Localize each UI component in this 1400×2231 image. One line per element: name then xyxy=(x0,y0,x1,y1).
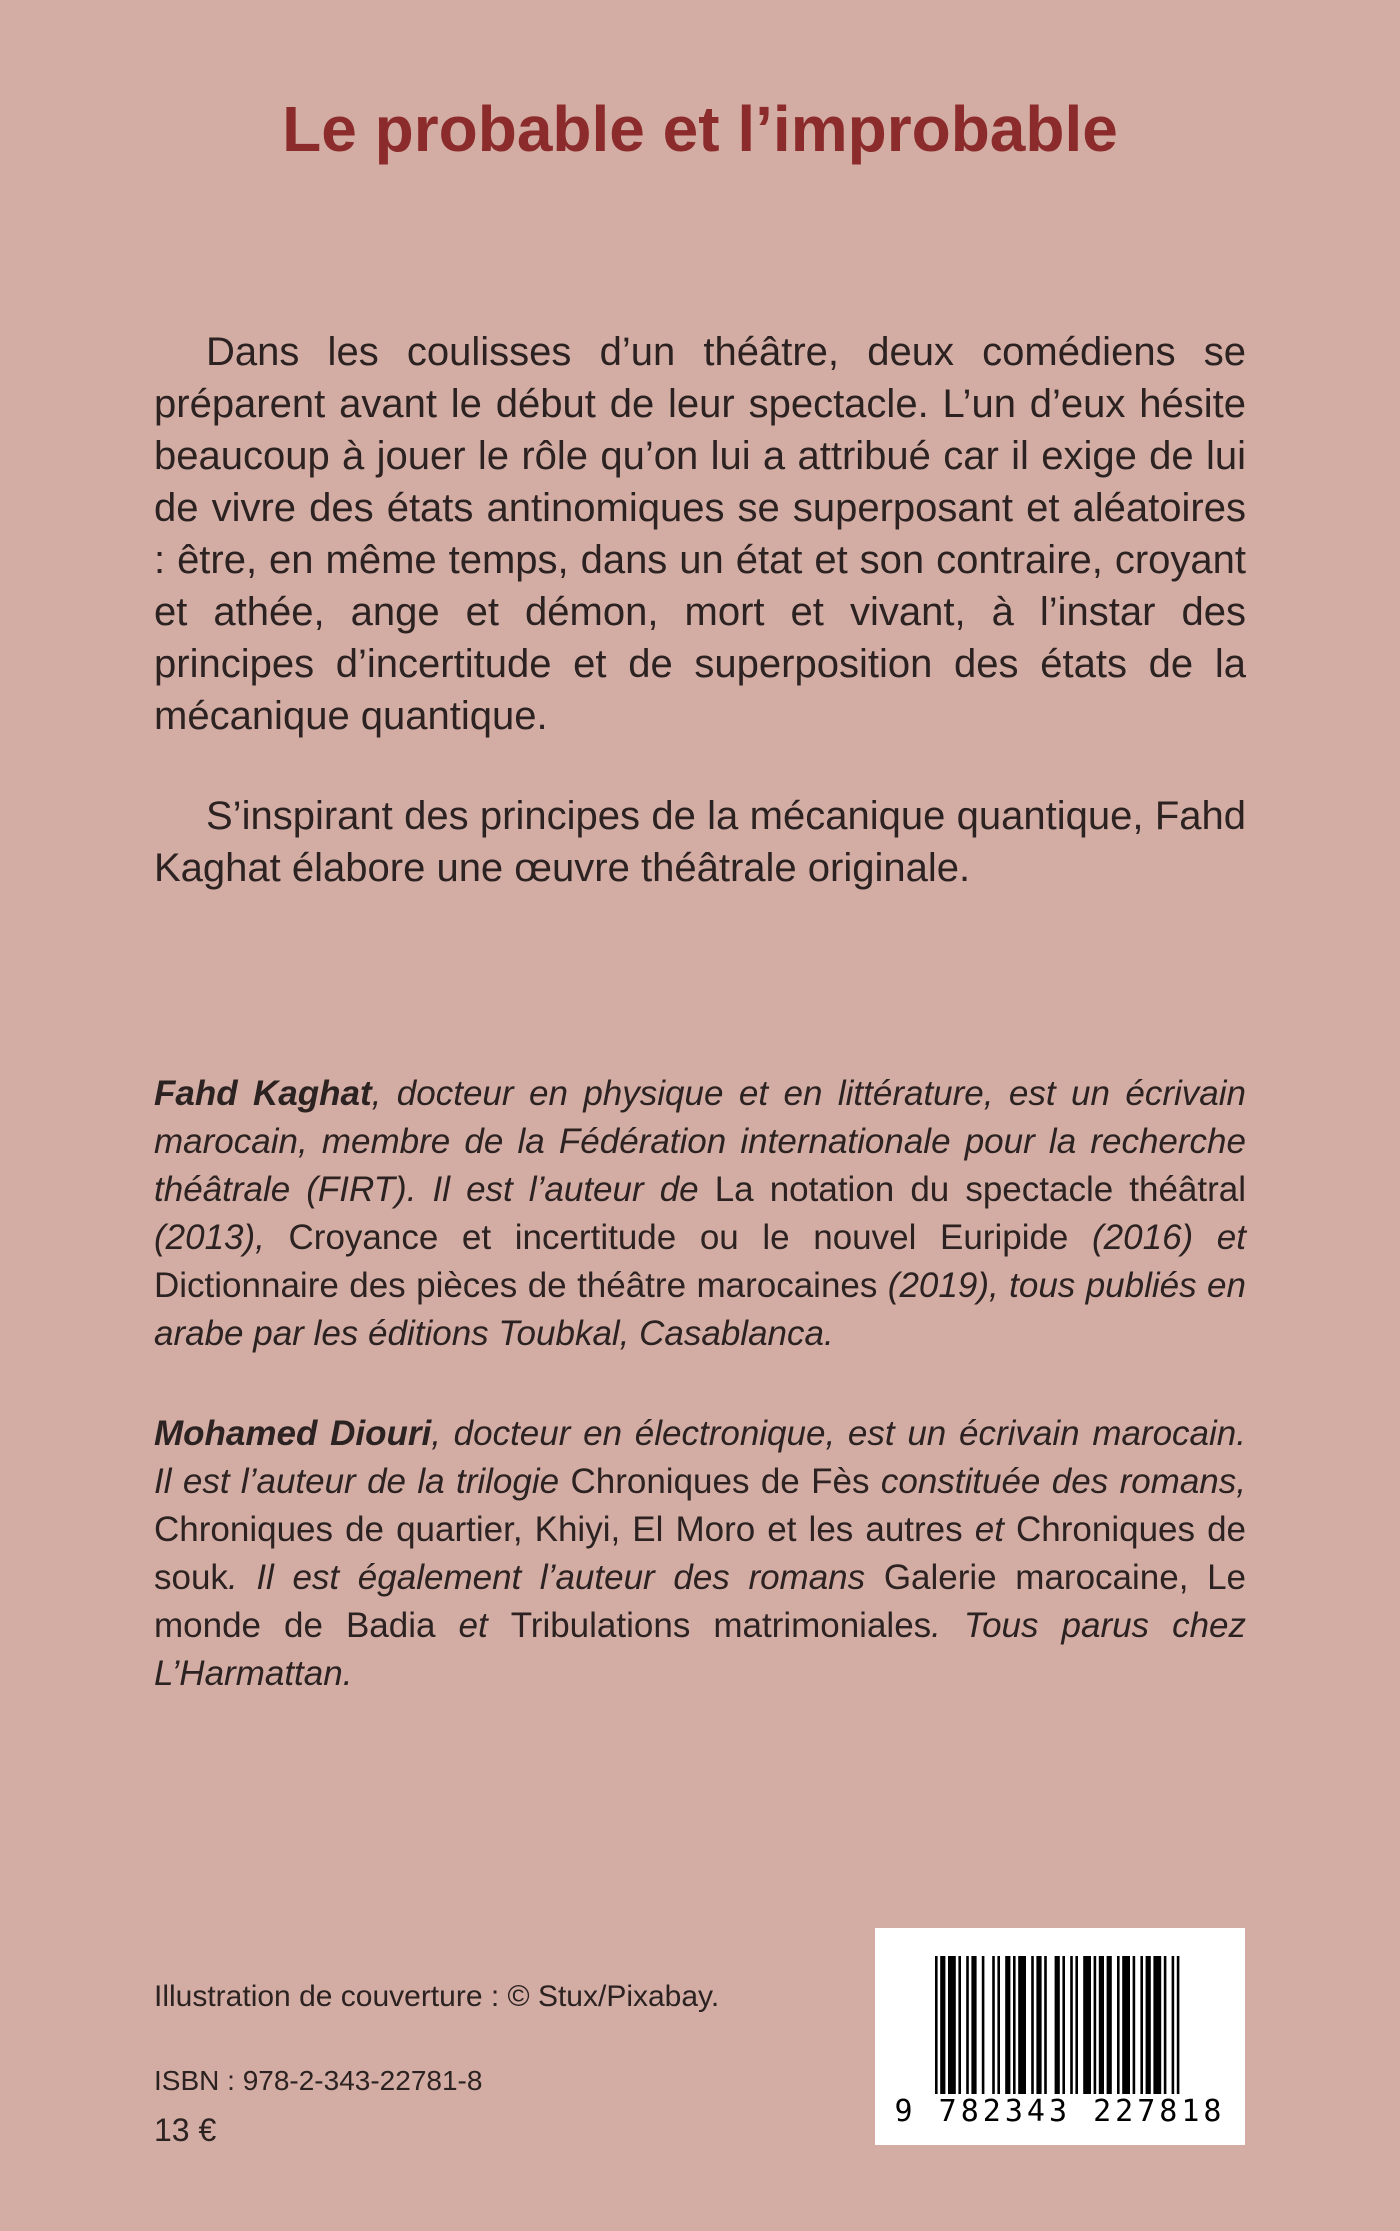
illustration-credit: Illustration de couverture : © Stux/Pixabay. xyxy=(154,1980,720,2013)
barcode-bar xyxy=(982,1956,985,2094)
summary xyxy=(154,326,1246,894)
barcode-bar xyxy=(992,1956,995,2094)
barcode-bar xyxy=(1140,1956,1143,2094)
author-name: Mohamed Diouri xyxy=(154,1414,432,1453)
author-bio-kaghat: Fahd Kaghat, docteur en physique et en littérature, est un écrivain marocain, membre de la Fédération internationale pour la recherche théâtrale (FIRT). Il est l’auteur de La notation du spectacle théâtral (2013), Croyance et incertitude ou le nouvel Euripide (2016) et Dictionnaire des pièces de théâtre marocaines (2019), tous publiés en arabe par les éditions Toubkal, Casablanca. xyxy=(154,1074,1247,1353)
barcode-bar xyxy=(1018,1956,1026,2094)
barcode-bar xyxy=(1099,1956,1104,2094)
barcode-bar xyxy=(1075,1956,1078,2094)
summary-paragraph: S’inspirant des principes de la mécanique quantique, Fahd Kaghat élabore une œuvre théâtrale originale. xyxy=(154,794,1246,890)
work-title: Chroniques de Fès xyxy=(570,1462,870,1501)
summary-paragraph: Dans les coulisses d’un théâtre, deux comédiens se préparent avant le début de leur spectacle. L’un d’eux hésite beaucoup à jouer le rôle qu’on lui a attribué car il exige de lui de vivre des états antinomiques se superposant et aléatoires : être, en même temps, dans un état et son contraire, croyant et athée, ange et démon, mort et vivant, à l’instar des principes d’incertitude et de superposition des états de la mécanique quantique. xyxy=(154,330,1246,738)
barcode-bar xyxy=(958,1956,961,2094)
barcode-bar xyxy=(1055,1956,1060,2094)
barcode-bar xyxy=(1036,1956,1041,2094)
barcode-bar xyxy=(940,1956,945,2094)
barcode-bar xyxy=(1177,1956,1180,2094)
barcode-bar xyxy=(1133,1956,1136,2094)
work-title: Tribulations matrimoniales xyxy=(510,1606,932,1645)
work-title: Galerie marocaine, Le monde de Badia xyxy=(154,1558,1247,1645)
barcode-bar xyxy=(1013,1956,1016,2094)
barcode-bar xyxy=(948,1956,956,2094)
work-title: Croyance et incertitude ou le nouvel Euripide xyxy=(288,1218,1069,1257)
work-title: Chroniques de souk xyxy=(154,1510,1247,1597)
barcode-bar xyxy=(1117,1956,1120,2094)
work-title: La notation du spectacle théâtral xyxy=(714,1170,1246,1209)
barcode-bar xyxy=(1164,1956,1167,2094)
work-title: Dictionnaire des pièces de théâtre marocaines xyxy=(154,1266,878,1305)
author-bio-diouri: Mohamed Diouri, docteur en électronique, est un écrivain marocain. Il est l’auteur de la trilogie Chroniques de Fès constituée des romans, Chroniques de quartier, Khiyi, El Moro et les autres et Chroniques de souk. Il est également l’auteur des romans Galerie marocaine, Le monde de Badia et Tribulations matrimoniales. Tous parus chez L’Harmattan. xyxy=(154,1414,1247,1693)
barcode-bar xyxy=(997,1956,1000,2094)
barcode-bar xyxy=(1107,1956,1112,2094)
barcode-bar xyxy=(1094,1956,1097,2094)
barcode-bar xyxy=(1172,1956,1175,2094)
barcode-bar xyxy=(1031,1956,1034,2094)
barcode-bar xyxy=(1153,1956,1161,2094)
barcode xyxy=(875,1928,1245,2145)
barcode-bar xyxy=(1062,1956,1065,2094)
work-title: Chroniques de quartier, Khiyi, El Moro et les autres xyxy=(154,1510,963,1549)
barcode-bar xyxy=(1005,1956,1010,2094)
barcode-bar xyxy=(1070,1956,1073,2094)
barcode-bar xyxy=(1146,1956,1151,2094)
barcode-bar xyxy=(966,1956,969,2094)
barcode-bar xyxy=(935,1956,938,2094)
barcode-bar xyxy=(1044,1956,1047,2094)
barcode-bar xyxy=(971,1956,976,2094)
book-title: Le probable et l’improbable xyxy=(282,93,1118,165)
isbn: ISBN : 978-2-343-22781-8 xyxy=(154,2065,483,2096)
author-name: Fahd Kaghat xyxy=(154,1074,372,1113)
barcode-bar xyxy=(1083,1956,1091,2094)
price: 13 € xyxy=(154,2112,217,2148)
barcode-digits: 9 782343 227818 xyxy=(894,2094,1226,2129)
barcode-bar xyxy=(1122,1956,1130,2094)
